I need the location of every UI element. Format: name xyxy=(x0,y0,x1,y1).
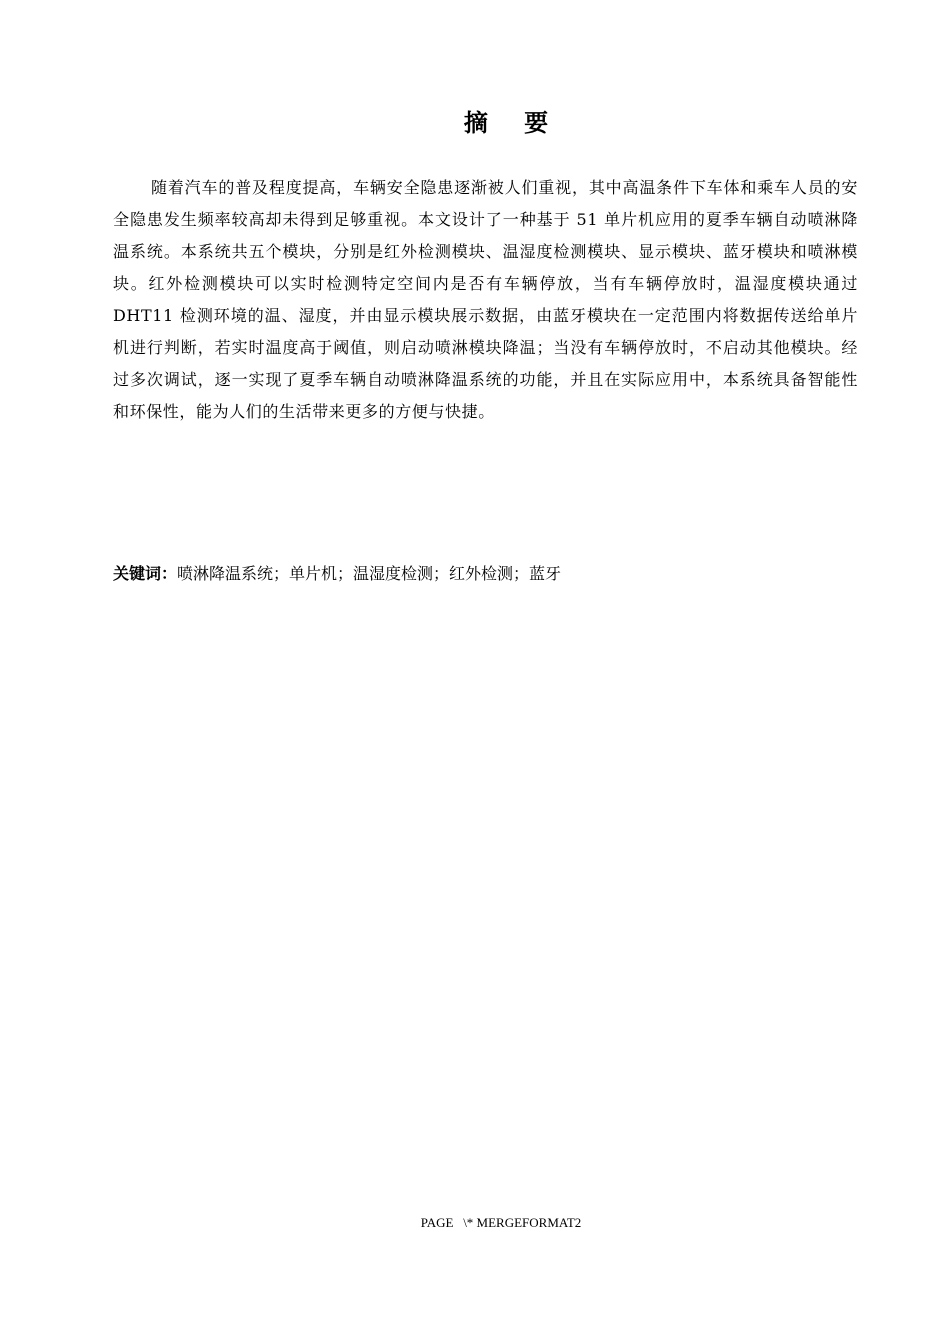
page-footer: PAGE \* MERGEFORMAT2 xyxy=(420,1215,582,1230)
keywords-text: 喷淋降温系统；单片机；温湿度检测；红外检测；蓝牙 xyxy=(177,564,562,583)
keywords-line xyxy=(113,561,858,588)
keywords-label: 关键词： xyxy=(113,564,178,583)
page-title: 摘 要 xyxy=(463,109,563,137)
abstract-paragraph: 随着汽车的普及程度提高，车辆安全隐患逐渐被人们重视，其中高温条件下车体和乘车人员的安全隐患发生频率较高却未得到足够重视。本文设计了一种基于 51 单片机应用的夏季车辆自动喷淋降温系统。本系统共五个模块，分别是红外检测模块、温湿度检测模块、显示模块、蓝牙模块和喷淋模块。红外检测模块可以实时检测特定空间内是否有车辆停放，当有车辆停放时，温湿度模块通过 DHT11 检测环境的温、湿度，并由显示模块展示数据，由蓝牙模块在一定范围内将数据传送给单片机进行判断，若实时温度高于阈值，则启动喷淋模块降温；当没有车辆停放时，不启动其他模块。经过多次调试，逐一实现了夏季车辆自动喷淋降温系统的功能，并且在实际应用中，本系统具备智能性和环保性，能为人们的生活带来更多的方便与快捷。 xyxy=(113,178,858,421)
